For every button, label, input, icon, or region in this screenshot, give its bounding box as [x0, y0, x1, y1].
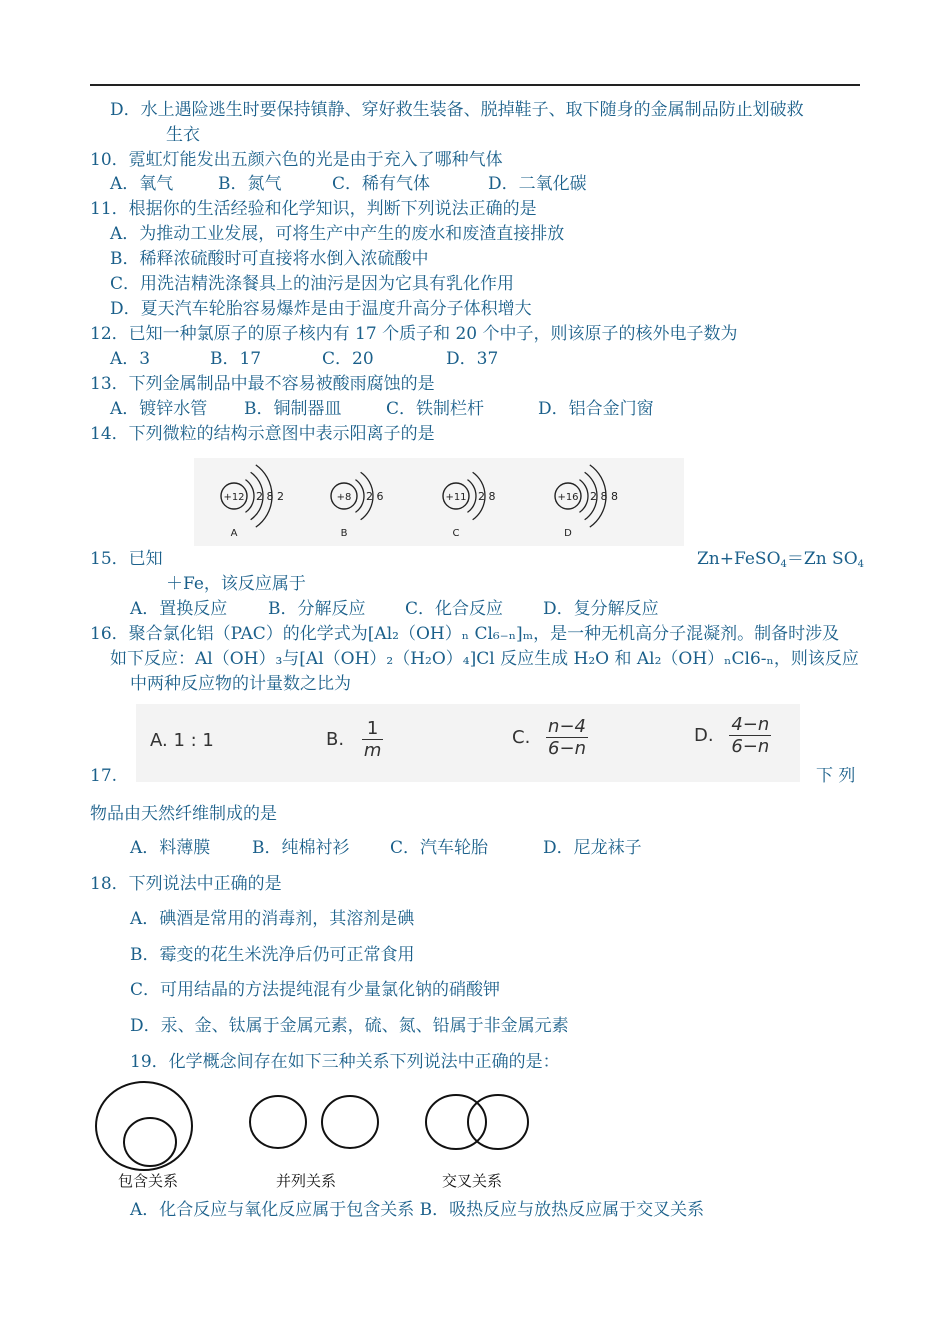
- atom-diagram-b: [331, 472, 384, 539]
- q12-option-a: A．3: [110, 349, 151, 369]
- q16-option-c-fraction: [546, 716, 588, 759]
- nucleus-charge: +16: [557, 492, 579, 503]
- q15-stem: 15．已知: [90, 549, 163, 569]
- q18-option-b: B．霉变的花生米洗净后仍可正常食用: [130, 945, 415, 965]
- q11-option-c: C．用洗洁精洗涤餐具上的油污是因为它具有乳化作用: [110, 274, 515, 294]
- q15-option-b: B．分解反应: [268, 599, 366, 619]
- atom-label: B: [340, 528, 348, 539]
- q15-eq-sub2: 4: [857, 559, 865, 570]
- q15-line2: ＋Fe，该反应属于: [166, 574, 306, 594]
- q18-option-c: C．可用结晶的方法提纯混有少量氯化钠的硝酸钾: [130, 980, 501, 1000]
- header-rule: [90, 84, 860, 86]
- atom-label: D: [564, 528, 572, 539]
- q11-option-a: A．为推动工业发展，可将生产中产生的废水和废渣直接排放: [110, 224, 565, 244]
- q10-stem: 10．霓虹灯能发出五颜六色的光是由于充入了哪种气体: [90, 150, 503, 170]
- q17-option-d: D．尼龙袜子: [543, 838, 642, 858]
- label-inclusion: 包含关系: [118, 1172, 179, 1190]
- q16-option-c: [512, 716, 588, 759]
- atom-diagram-strip: [194, 458, 684, 546]
- q18-stem: 18．下列说法中正确的是: [90, 874, 282, 894]
- q12-option-c: C．20: [322, 349, 374, 369]
- q15-equation: [697, 549, 864, 575]
- atom-diagrams: [194, 458, 684, 546]
- q17-option-c: C．汽车轮胎: [390, 838, 489, 858]
- nucleus-charge: +12: [223, 492, 245, 503]
- q11-option-b: B．稀释浓硫酸时可直接将水倒入浓硫酸中: [110, 249, 429, 269]
- intersect-circle-right: [468, 1095, 528, 1149]
- q16-option-a: A. 1 : 1: [150, 730, 214, 751]
- label-parallel: 并列关系: [276, 1172, 337, 1190]
- electron-counts: 2 8 2: [256, 490, 284, 503]
- inclusion-inner-circle: [124, 1118, 176, 1166]
- q16-line2: 如下反应：Al（OH）₃与[Al（OH）₂（H₂O）₄]Cl 反应生成 H₂O 和 Al₂（OH）ₙCl6-ₙ，则该反应: [110, 649, 859, 669]
- q16-c-numerator: n−4: [548, 716, 586, 737]
- q16-b-numerator: 1: [362, 718, 384, 740]
- atom-label: A: [230, 528, 238, 539]
- label-intersect: 交叉关系: [442, 1172, 503, 1190]
- q16-option-b: [326, 718, 383, 761]
- atom-diagram-a: [221, 465, 284, 539]
- q16-option-c-label: C.: [512, 727, 531, 748]
- q15-eq-sub1: 4: [780, 559, 787, 570]
- q16-c-denominator: 6−n: [548, 738, 586, 759]
- q9-option-d-line2: 生衣: [166, 125, 200, 145]
- electron-counts: 2 6: [366, 490, 384, 503]
- q10-option-c: C．稀有气体: [332, 174, 431, 194]
- q16-option-b-fraction: [362, 718, 384, 761]
- q17-stem: 物品由天然纤维制成的是: [90, 804, 277, 824]
- q16-d-numerator: 4−n: [731, 714, 770, 735]
- q19-options-ab: A．化合反应与氧化反应属于包含关系 B．吸热反应与放热反应属于交叉关系: [130, 1200, 705, 1220]
- q15-eq-part1: Zn+FeSO: [697, 549, 781, 569]
- q15-eq-part2: ＝Zn SO: [786, 549, 858, 569]
- q10-option-b: B．氮气: [218, 174, 282, 194]
- electron-counts: 2 8: [478, 490, 496, 503]
- parallel-circle-left: [250, 1096, 306, 1148]
- q15-option-c: C．化合反应: [405, 599, 504, 619]
- q16-b-denominator: m: [363, 740, 382, 761]
- q15-option-a: A．置换反应: [130, 599, 228, 619]
- nucleus-charge: +8: [336, 492, 352, 503]
- q17-number: 17.: [90, 766, 118, 786]
- q12-option-b: B．17: [210, 349, 262, 369]
- atom-diagram-d: [555, 465, 618, 539]
- q16-options-image: [136, 704, 800, 782]
- q10-option-a: A．氧气: [110, 174, 174, 194]
- q13-option-c: C．铁制栏杆: [386, 399, 485, 419]
- q13-option-b: B．铜制器皿: [244, 399, 342, 419]
- q16-option-d-fraction: [729, 714, 771, 757]
- q17-option-b: B．纯棉衬衫: [252, 838, 350, 858]
- q12-stem: 12．已知一种氯原子的原子核内有 17 个质子和 20 个中子，则该原子的核外电子数为: [90, 324, 738, 344]
- atom-label: C: [452, 528, 460, 539]
- q13-stem: 13．下列金属制品中最不容易被酸雨腐蚀的是: [90, 374, 435, 394]
- q15-option-d: D．复分解反应: [543, 599, 659, 619]
- nucleus-charge: +11: [445, 492, 467, 503]
- q11-option-d: D．夏天汽车轮胎容易爆炸是由于温度升高分子体积增大: [110, 299, 532, 319]
- q16-option-d: [694, 714, 771, 757]
- q18-option-d: D．汞、金、钛属于金属元素，硫、氮、铅属于非金属元素: [130, 1016, 569, 1036]
- atom-diagram-c: [443, 472, 496, 539]
- q17-stem-tail: 下 列: [816, 766, 856, 786]
- q16-option-d-label: D.: [694, 725, 714, 746]
- q16-line1: 16．聚合氯化铝（PAC）的化学式为[Al₂（OH）ₙ Cl₆₋ₙ]ₘ，是一种无机高分子混凝剂。制备时涉及: [90, 624, 840, 644]
- q13-option-d: D．铝合金门窗: [538, 399, 654, 419]
- q16-option-b-label: B.: [326, 729, 345, 750]
- parallel-circle-right: [322, 1096, 378, 1148]
- q13-option-a: A．镀锌水管: [110, 399, 208, 419]
- electron-counts: 2 8 8: [590, 490, 618, 503]
- q16-line3: 中两种反应物的计量数之比为: [130, 674, 351, 694]
- q16-d-denominator: 6−n: [731, 736, 770, 757]
- q18-option-a: A．碘酒是常用的消毒剂，其溶剂是碘: [130, 909, 415, 929]
- q12-option-d: D．37: [446, 349, 499, 369]
- inclusion-outer-circle: [96, 1082, 192, 1170]
- q17-option-a: A．料薄膜: [130, 838, 211, 858]
- q19-stem: 19．化学概念间存在如下三种关系下列说法中正确的是：: [130, 1052, 560, 1072]
- q11-stem: 11．根据你的生活经验和化学知识，判断下列说法正确的是: [90, 199, 537, 219]
- q10-option-d: D．二氧化碳: [488, 174, 587, 194]
- q14-stem: 14．下列微粒的结构示意图中表示阳离子的是: [90, 424, 435, 444]
- q9-option-d-line1: D．水上遇险逃生时要保持镇静、穿好救生装备、脱掉鞋子、取下随身的金属制品防止划破救: [110, 100, 804, 120]
